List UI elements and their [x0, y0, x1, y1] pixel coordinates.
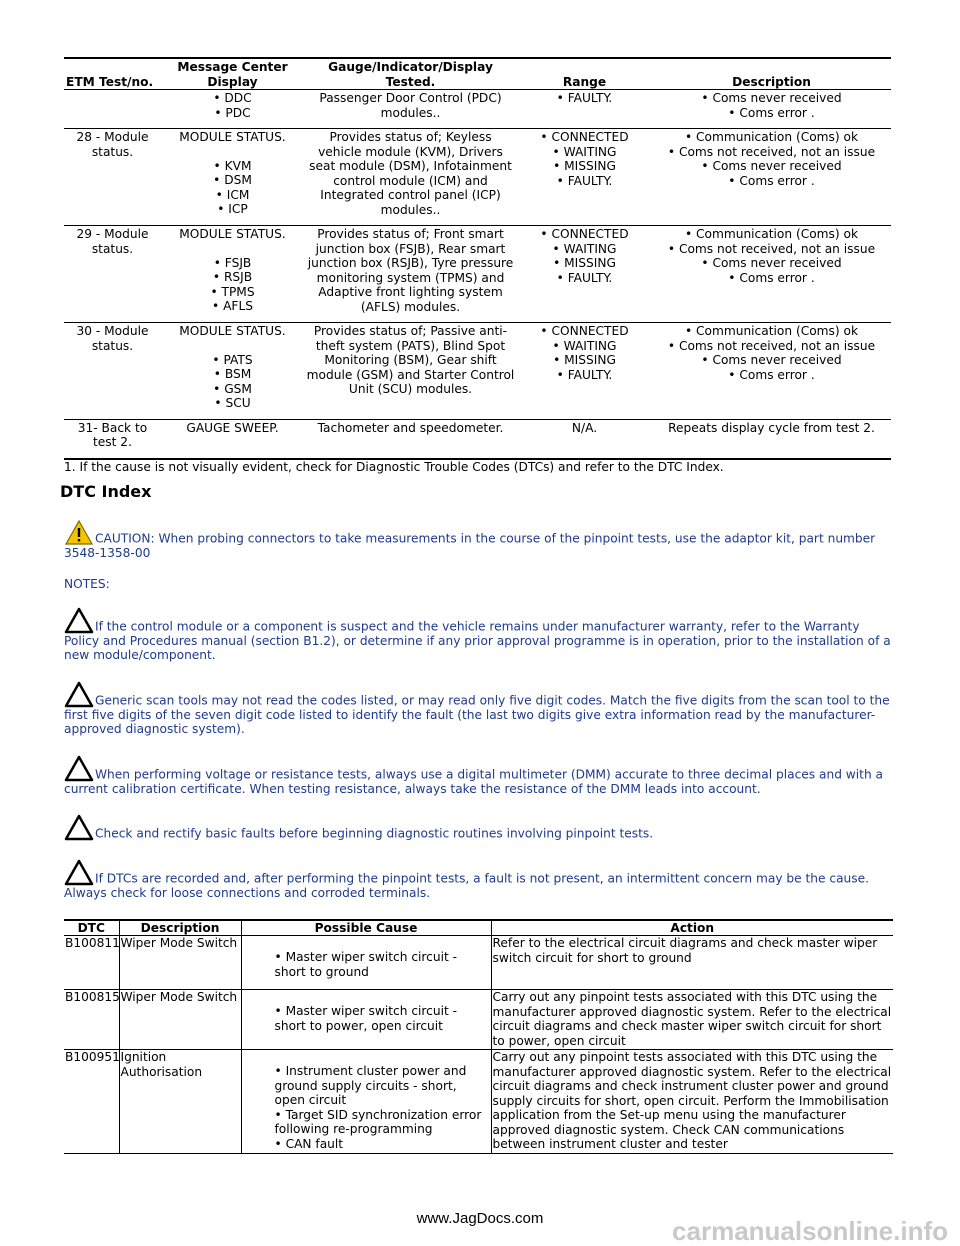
range-list	[519, 91, 650, 106]
list-item: • Communication (Coms) ok	[654, 324, 889, 339]
footnote: 1. If the cause is not visually evident, check for Diagnostic Trouble Codes (DTCs) and refer to the DTC Index.	[64, 459, 724, 474]
header-description: Description	[652, 58, 891, 90]
table-row	[64, 323, 891, 420]
list-item: • MISSING	[519, 256, 650, 271]
dtc-cause-cell	[241, 936, 491, 990]
note-icon	[64, 754, 94, 782]
display-cell	[161, 129, 304, 226]
caution-body: CAUTION: When probing connectors to take measurements in the course of the pinpoint tests, use the adaptor kit, part number 3548-1358-00	[64, 531, 876, 560]
display-title: MODULE STATUS.	[179, 324, 286, 338]
list-item: • WAITING	[519, 339, 650, 354]
list-item: • Coms error .	[654, 271, 889, 286]
list-item: • Coms error .	[654, 368, 889, 383]
description-list	[654, 324, 889, 382]
note-item	[64, 606, 893, 663]
list-item: • FAULTY.	[519, 91, 650, 106]
description-list	[654, 227, 889, 285]
list-item: • CONNECTED	[519, 324, 650, 339]
header-description: Description	[119, 920, 241, 936]
list-item: • KVM	[163, 159, 302, 174]
etm-test-cell	[64, 90, 161, 129]
list-item: • PDC	[163, 106, 302, 121]
page-content	[60, 57, 893, 1154]
watermark: carmanualsonline.info	[672, 1215, 948, 1246]
gauge-cell: Tachometer and speedometer.	[304, 419, 517, 459]
range-cell	[517, 323, 652, 420]
gauge-cell: Provides status of; Keyless vehicle module (KVM), Drivers seat module (DSM), Infotainment control module (ICM) and Integrated control panel (ICP) modules..	[304, 129, 517, 226]
notes-label: NOTES:	[64, 577, 110, 591]
list-item: • SCU	[163, 396, 302, 411]
dtc-code: B100815	[64, 990, 119, 1050]
table-row	[64, 990, 893, 1050]
list-item: • DDC	[163, 91, 302, 106]
etm-test-cell: 28 - Module status.	[64, 129, 161, 226]
list-item: • FAULTY.	[519, 174, 650, 189]
range-list	[519, 227, 650, 285]
list-item: • Coms never received	[654, 256, 889, 271]
table-row	[64, 1050, 893, 1154]
display-list	[163, 256, 302, 314]
list-item: • AFLS	[163, 299, 302, 314]
list-item: • BSM	[163, 367, 302, 382]
table-row	[64, 419, 891, 459]
note-item	[64, 813, 893, 841]
dtc-cause-cell	[241, 1050, 491, 1154]
list-item: • GSM	[163, 382, 302, 397]
display-title: MODULE STATUS.	[179, 227, 286, 241]
gauge-cell: Passenger Door Control (PDC) modules..	[304, 90, 517, 129]
range-list	[519, 324, 650, 382]
list-item: • Coms never received	[654, 353, 889, 368]
list-item: • Coms error .	[654, 106, 889, 121]
list-item: • PATS	[163, 353, 302, 368]
description-list	[654, 130, 889, 188]
list-item: • Coms not received, not an issue	[654, 145, 889, 160]
etm-test-cell: 29 - Module status.	[64, 226, 161, 323]
caution-text	[64, 518, 893, 561]
header-gauge: Gauge/Indicator/Display Tested.	[304, 58, 517, 90]
list-item: • Communication (Coms) ok	[654, 130, 889, 145]
etm-table-body	[64, 90, 891, 459]
display-cell	[161, 323, 304, 420]
etm-test-cell: 30 - Module status.	[64, 323, 161, 420]
note-item	[64, 754, 893, 797]
dtc-description: Ignition Authorisation	[119, 1050, 241, 1154]
note-item	[64, 680, 893, 737]
list-item: • Instrument cluster power and ground supply circuits - short, open circuit	[275, 1064, 489, 1108]
etm-test-cell: 31- Back to test 2.	[64, 419, 161, 459]
list-item: • Coms error .	[654, 174, 889, 189]
list-item: • WAITING	[519, 242, 650, 257]
display-cell: GAUGE SWEEP.	[161, 419, 304, 459]
range-cell	[517, 226, 652, 323]
dtc-code: B100811	[64, 936, 119, 990]
dtc-action: Refer to the electrical circuit diagrams and check master wiper switch circuit for short to ground	[491, 936, 893, 990]
list-item: • ICP	[163, 202, 302, 217]
list-item: • TPMS	[163, 285, 302, 300]
list-item: • CONNECTED	[519, 130, 650, 145]
list-item: • FSJB	[163, 256, 302, 271]
range-cell: N/A.	[517, 419, 652, 459]
table-row	[64, 129, 891, 226]
header-etm-test: ETM Test/no.	[64, 58, 161, 90]
dtc-table	[64, 919, 893, 1154]
gauge-cell: Provides status of; Front smart junction box (FSJB), Rear smart junction box (RSJB), Tyre pressure monitoring system (TPMS) and Adaptive front lighting system (AFLS) modules.	[304, 226, 517, 323]
description-cell	[652, 226, 891, 323]
list-item: • Target SID synchronization error following re-programming	[275, 1108, 489, 1137]
note-body: Check and rectify basic faults before beginning diagnostic routines involving pinpoint tests.	[95, 826, 654, 841]
range-list	[519, 130, 650, 188]
header-action: Action	[491, 920, 893, 936]
header-dtc: DTC	[64, 920, 119, 936]
description-cell	[652, 129, 891, 226]
table-row	[64, 936, 893, 990]
dtc-action: Carry out any pinpoint tests associated with this DTC using the manufacturer approved diagnostic system. Refer to the electrical circuit diagrams and check instrument cluster power and ground supply circuits for short, open circuit. Perform the Immobilisation application from the Set-up menu using the manufacturer approved diagnostic system. Check CAN communications between instrument cluster and tester	[492, 1050, 892, 1151]
list-item: • Communication (Coms) ok	[654, 227, 889, 242]
note-body: When performing voltage or resistance tests, always use a digital multimeter (DMM) accurate to three decimal places and with a current calibration certificate. When testing resistance, always take the resistance of the DMM leads into account.	[64, 767, 884, 796]
list-item: • Coms never received	[654, 91, 889, 106]
etm-header-row	[64, 58, 891, 90]
caution-icon	[64, 518, 94, 546]
list-item: • DSM	[163, 173, 302, 188]
display-list	[163, 91, 302, 120]
list-item: • FAULTY.	[519, 271, 650, 286]
display-list	[163, 353, 302, 411]
description-cell: Repeats display cycle from test 2.	[652, 419, 891, 459]
etm-test-table	[64, 57, 891, 460]
dtc-header-row	[64, 920, 893, 936]
list-item: • WAITING	[519, 145, 650, 160]
list-item: • Master wiper switch circuit - short to ground	[275, 950, 485, 979]
note-icon	[64, 858, 94, 886]
display-title: MODULE STATUS.	[179, 130, 286, 144]
note-body: If DTCs are recorded and, after performing the pinpoint tests, a fault is not present, an intermittent concern may be the cause. Always check for loose connections and corroded terminals.	[64, 871, 869, 900]
dtc-table-body	[64, 936, 893, 1154]
list-item: • CONNECTED	[519, 227, 650, 242]
display-cell	[161, 226, 304, 323]
list-item: • Coms not received, not an issue	[654, 339, 889, 354]
list-item: • Coms not received, not an issue	[654, 242, 889, 257]
description-cell	[652, 323, 891, 420]
header-range: Range	[517, 58, 652, 90]
description-cell	[652, 90, 891, 129]
list-item: • RSJB	[163, 270, 302, 285]
table-row	[64, 226, 891, 323]
display-list	[163, 159, 302, 217]
note-icon	[64, 680, 94, 708]
note-item	[64, 858, 893, 901]
range-cell	[517, 90, 652, 129]
note-body: Generic scan tools may not read the codes listed, or may read only five digit codes. Match the five digits from the scan tool to the first five digits of the seven digit code listed to identify the fault (the last two digits give extra information read by the manufacturer-approved diagnostic system).	[64, 693, 890, 736]
note-body: If the control module or a component is suspect and the vehicle remains under manufacturer warranty, refer to the Warranty Policy and Procedures manual (section B1.2), or determine if any prior approval programme is in operation, prior to the installation of a new module/component.	[64, 619, 891, 662]
list-item: • Master wiper switch circuit - short to power, open circuit	[275, 1004, 485, 1033]
list-item: • MISSING	[519, 353, 650, 368]
section-heading: DTC Index	[60, 482, 152, 501]
list-item: • ICM	[163, 188, 302, 203]
footer-link[interactable]: www.JagDocs.com	[416, 1210, 544, 1227]
dtc-description: Wiper Mode Switch	[119, 990, 241, 1050]
gauge-cell: Provides status of; Passive anti-theft system (PATS), Blind Spot Monitoring (BSM), Gear shift module (GSM) and Starter Control Unit (SCU) modules.	[304, 323, 517, 420]
dtc-code: B100951	[64, 1050, 119, 1154]
note-icon	[64, 813, 94, 841]
header-possible-cause: Possible Cause	[241, 920, 491, 936]
range-cell	[517, 129, 652, 226]
display-cell	[161, 90, 304, 129]
header-message-center: Message Center Display	[161, 58, 304, 90]
list-item: • CAN fault	[275, 1137, 489, 1152]
description-list	[654, 91, 889, 120]
note-icon	[64, 606, 94, 634]
list-item: • Coms never received	[654, 159, 889, 174]
table-row	[64, 90, 891, 129]
cause-list	[275, 950, 485, 979]
cause-list	[275, 1064, 489, 1151]
dtc-action: Carry out any pinpoint tests associated with this DTC using the manufacturer approved diagnostic system. Refer to the electrical circuit diagrams and check master wiper switch circuit for short to power, open circuit	[492, 990, 892, 1048]
list-item: • MISSING	[519, 159, 650, 174]
list-item: • FAULTY.	[519, 368, 650, 383]
dtc-cause-cell	[241, 990, 491, 1050]
cause-list	[275, 1004, 485, 1033]
dtc-description: Wiper Mode Switch	[119, 936, 241, 990]
